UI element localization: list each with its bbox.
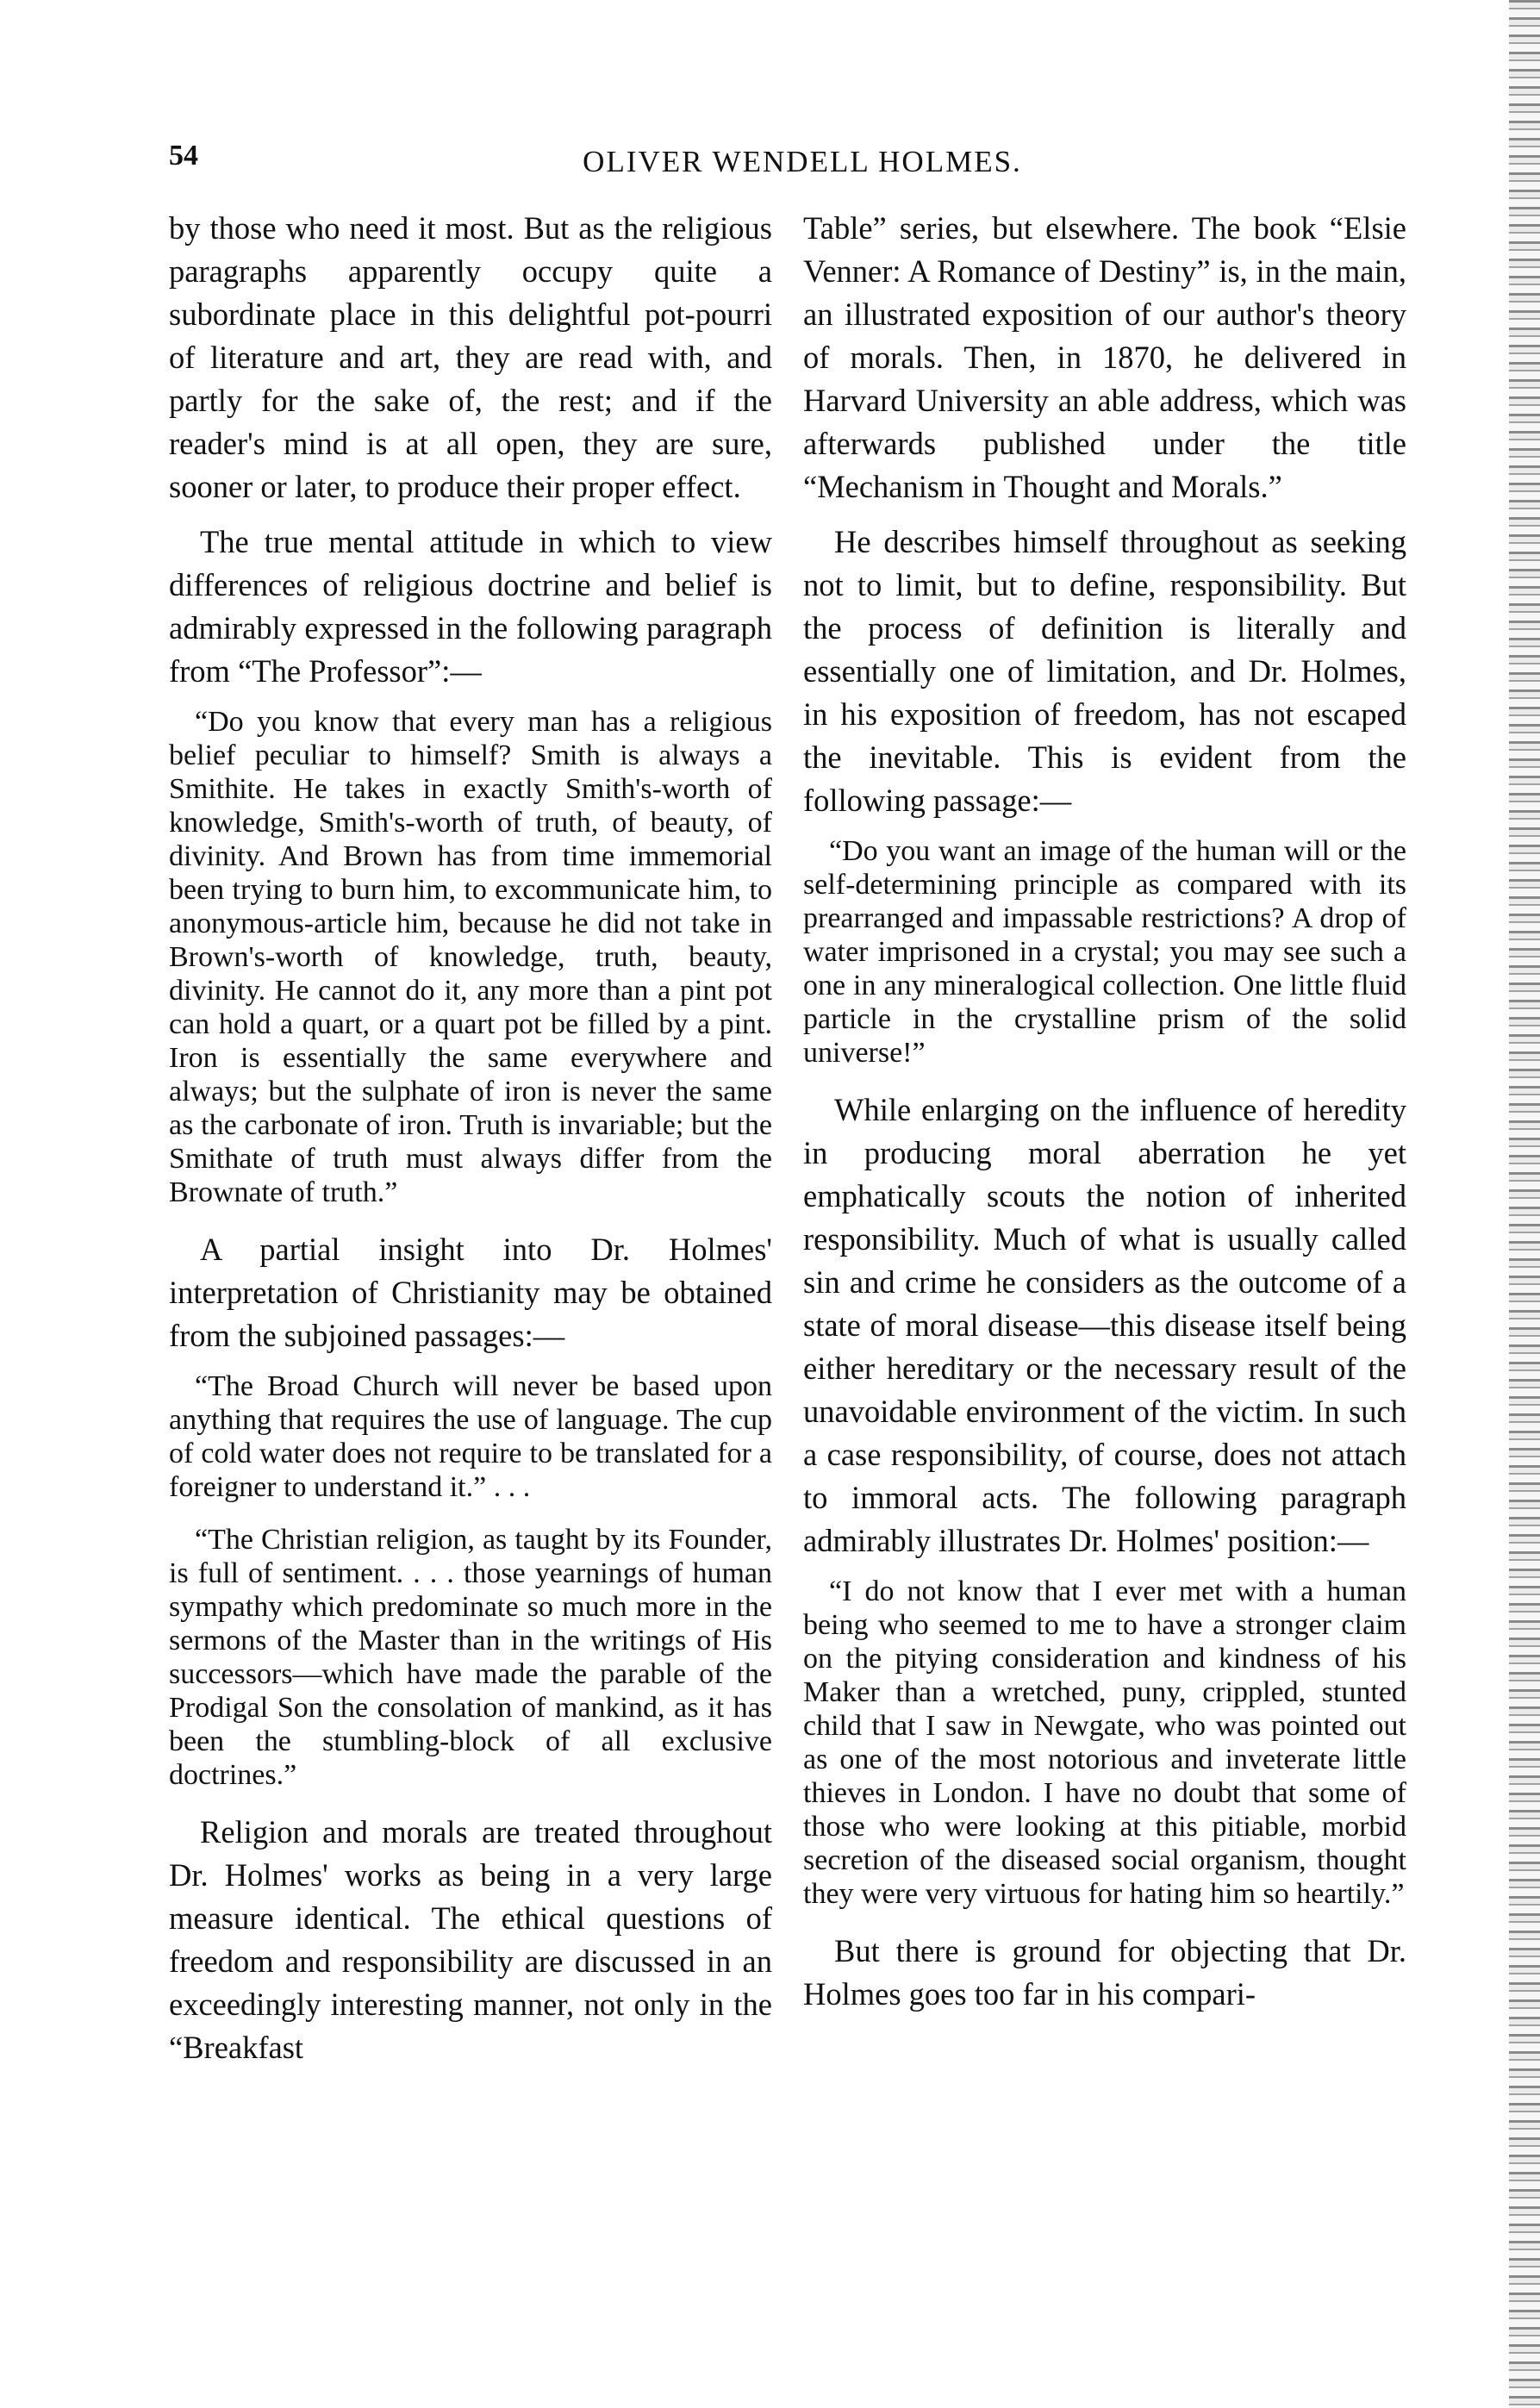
block-quote: “The Broad Church will never be based upon anything that requires the use of language. The cup of cold water does not require to be translated for a foreigner to understand it.” . . .	[169, 1370, 772, 1503]
running-head: OLIVER WENDELL HOLMES.	[583, 145, 1022, 178]
block-quote: “Do you know that every man has a religious belief peculiar to himself? Smith is always a Smithite. He takes in exactly Smith's-worth of knowledge, Smith's-worth of truth, of beauty, of divinity. And Brown has from time immemorial been trying to burn him, to excommunicate him, to anonymous-article him, because he did not take in Brown's-worth of knowledge, truth, beauty, divinity. He cannot do it, any more than a pint pot can hold a quart, or a quart pot be filled by a pint. Iron is essentially the same everywhere and always; but the sulphate of iron is never the same as the carbonate of iron. Truth is invariable; but the Smithate of truth must always differ from the Brownate of truth.”	[169, 706, 772, 1208]
left-column	[169, 207, 772, 2081]
paragraph: Religion and morals are treated throughout Dr. Holmes' works as being in a very large measure identical. The ethical questions of freedom and responsibility are discussed in an exceedingly interesting manner, not only in the “Breakfast	[169, 1814, 772, 2065]
block-quote: “Do you want an image of the human will or the self-determining principle as compared with its prearranged and impassable restrictions? A drop of water imprisoned in a crystal; you may see such a one in any mineralogical collection. One little fluid particle in the crystalline prism of the solid universe!”	[803, 835, 1406, 1069]
page-number: 54	[169, 140, 198, 172]
block-quote: “I do not know that I ever met with a human being who seemed to me to have a stronger claim on the pitying consideration and kindness of his Maker than a wretched, puny, crippled, stunted child that I saw in Newgate, who was pointed out as one of the most notorious and inveterate little thieves in London. I have no doubt that some of those who were looking at this pitiable, morbid secretion of the diseased social organism, thought they were very virtuous for hating him so heartily.”	[803, 1575, 1406, 1910]
right-column	[803, 207, 1406, 2028]
paragraph: But there is ground for objecting that Dr. Holmes goes too far in his compari-	[803, 1933, 1406, 2012]
paragraph: A partial insight into Dr. Holmes' interpretation of Christianity may be obtained from the subjoined passages:—	[169, 1232, 772, 1353]
page-header	[169, 136, 1436, 188]
paragraph: He describes himself throughout as seeking not to limit, but to define, responsibility. But the process of definition is literally and essentially one of limitation, and Dr. Holmes, in his exposition of freedom, has not escaped the inevitable. This is evident from the following passage:—	[803, 524, 1406, 818]
paragraph: by those who need it most. But as the religious paragraphs apparently occupy quite a subordinate place in this delightful pot-pourri of literature and art, they are read with, and partly for the sake of, the rest; and if the reader's mind is at all open, they are sure, sooner or later, to produce their proper effect.	[169, 210, 772, 504]
paragraph: While enlarging on the influence of heredity in producing moral aberration he yet emphatically scouts the notion of inherited responsibility. Much of what is usually called sin and crime he considers as the outcome of a state of moral disease—this disease itself being either hereditary or the necessary result of the unavoidable environment of the victim. In such a case responsibility, of course, does not attach to immoral acts. The following paragraph admirably illustrates Dr. Holmes' position:—	[803, 1092, 1406, 1558]
scan-edge-artifact	[1509, 0, 1540, 2408]
paragraph: The true mental attitude in which to view differences of religious doctrine and belief is admirably expressed in the following paragraph from “The Professor”:—	[169, 524, 772, 689]
paragraph: Table” series, but elsewhere. The book “Elsie Venner: A Romance of Destiny” is, in the main, an illustrated exposition of our author's theory of morals. Then, in 1870, he delivered in Harvard University an able address, which was afterwards published under the title “Mechanism in Thought and Morals.”	[803, 210, 1406, 504]
block-quote: “The Christian religion, as taught by its Founder, is full of sentiment. . . . those yearnings of human sympathy which predominate so much more in the sermons of the Master than in the writings of His successors—which have made the parable of the Prodigal Son the consolation of mankind, as it has been the stumbling-block of all exclusive doctrines.”	[169, 1524, 772, 1791]
